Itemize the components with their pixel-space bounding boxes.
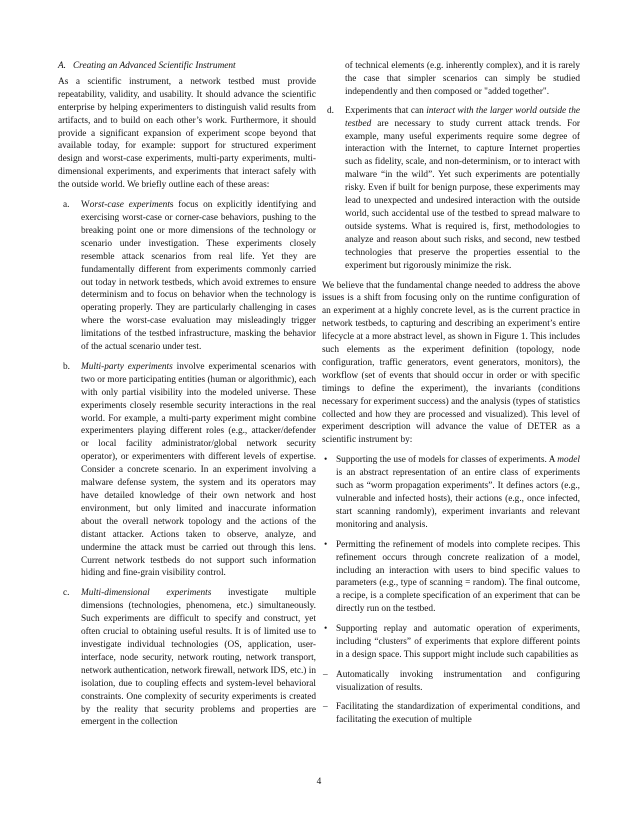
bullet-prefix: Supporting the use of models for classes of experiments. A (336, 455, 558, 466)
list-item-c-continuation (322, 60, 580, 99)
section-heading: A. Creating an Advanced Scientific Instrument (58, 61, 236, 71)
list-marker: d. (327, 105, 334, 116)
dash-item (322, 701, 580, 727)
bullet-item (322, 539, 580, 616)
item-prefix: Experiments that can (345, 105, 427, 116)
bullet-text: Permitting the refinement of models into complete recipes. This refinement occurs through concrete realization of a model, including an interaction with users to bind specific values to parameters (e.g., type of scanning = random). The final outcome, a recipe, is a complete specification of an experiment that can be directly run on the testbed. (336, 539, 580, 615)
bullet-marker: • (324, 455, 328, 466)
item-text: investigate multiple dimensions (technologies, phenomena, etc.) simultaneously. Such experiments are difficult to specify and construct, yet often crucial to obtaining useful results. It is of limited use to investigate individual technologies (OS, application, user-interface, node security, network routing, network transport, network authentication, network firewall, network IDS, etc.) in isolation, due to coupling effects and system-level behavioral constraints. One complexity of security experiments is created by the reality that security problems and properties are emergent in the collection (81, 588, 316, 728)
bullet-item (322, 623, 580, 662)
list-item-a (58, 199, 316, 354)
right-column (322, 60, 580, 733)
dash-marker: – (323, 669, 328, 680)
bullet-text: Supporting replay and automatic operation of experiments, including “clusters” of experiments that explore different points in a design space. This support might include such capabilities as (336, 624, 580, 660)
bullet-marker: • (324, 624, 328, 635)
item-text: s focus on explicitly identifying and exercising worst-case or corner-case behaviors, pushing to the breaking point one or more dimensions of the technology or scenario under investigation. These experiments closely resemble attack scenarios from real life. Yet they are fundamentally different from experiments commonly carried out today in network testbeds, which avoid extremes to ensure determinism and to focus on behavior when the technology is operating properly. They are particularly challenging in cases where the worst-case evaluation may misleadingly trigger limitations of the testbed infrastructure, masking the behavior of the actual scenario under test. (81, 200, 316, 353)
item-lead: interact with the larger world outside the testbed (345, 105, 580, 129)
body-paragraph: We believe that the fundamental change needed to address the above issues is a shift from focusing only on the runtime configuration of an experiment at a highly concrete level, as is the current practice in network testbeds, to capturing and describing an experiment’s entire lifecycle at a more abstract level, as shown in Figure 1. This includes such elements as the experiment definition (topology, node configuration, traffic generators, event generators, monitors), the workflow (set of events that should occur in order or with specific timings to define the experiment), the invariants (conditions necessary for experiment success) and the analysis (types of statistics collected and how they are processed and visualized). This level of experiment description will advance the value of DETER as a scientific instrument by: (322, 280, 580, 446)
page-number: 4 (316, 777, 322, 787)
bullet-text: is an abstract representation of an entire class of experiments such as “worm propagation experiments”. It defines actors (e.g., vulnerable and infected hosts), their actions (e.g., once infected, start scanning randomly), experiment invariants and relevant monitoring and analysis. (336, 468, 580, 530)
dash-marker: – (323, 701, 328, 712)
list-item-b (58, 361, 316, 580)
item-text: of technical elements (e.g. inherently complex), and it is rarely the case that simpler scenarios can simply be studied independently and then composed or "added together". (345, 61, 580, 97)
dash-text: Automatically invoking instrumentation and configuring visualization of results. (336, 669, 580, 693)
list-marker: c. (63, 588, 70, 599)
dash-item (322, 669, 580, 695)
item-text: involve experimental scenarios with two or more participating entities (human or algorithmic), each with only partial visibility into the modeled universe. These experiments closely resemble security interactions in the real world. For example, a multi-party experiment might combine experimenters playing different roles (e.g., attacker/defender or local facility administrator/global network security operator), or experimenters with different levels of expertise. Consider a concrete scenario. In an experiment involving a malware defense system, the system and its operators may have detailed knowledge of their own network and host environment, but only limited and inaccurate information about the overall network topology and the actions of the distant attacker. Actions taken to observe, analyze, and undermine the attack must be carried out through this lens. Current network testbeds do not support such information hiding and fine-grain visibility control. (81, 361, 316, 579)
item-lead: orst-case experiment (89, 200, 170, 211)
item-lead: Multi-party experiments (81, 361, 173, 372)
item-lead: Multi-dimensional experiments (81, 588, 212, 599)
list-item-c (58, 587, 316, 729)
bullet-item (322, 454, 580, 531)
item-prefix: W (81, 200, 90, 211)
bullet-marker: • (324, 539, 328, 550)
list-item-d (322, 105, 580, 273)
item-text: are necessary to study current attack trends. For example, many useful experiments require some degree of interaction with the Internet, to capture Internet properties such as fidelity, scale, and non-determinism, or to interact with malware “in the wild”. Yet such experiments are potentially risky. Even if built for benign purpose, these experiments may lead to unexpected and undesired interaction with the outside world, such accidental use of the testbed to spread malware to outside systems. What is required is, first, methodologies to analyze and reason about such risks, and second, new testbed technologies that preserve the properties essential to the experiment but rigorously minimize the risk. (345, 118, 580, 271)
intro-paragraph: As a scientific instrument, a network testbed must provide repeatability, validity, and usability. It should advance the scientific enterprise by helping experimenters to distinguish valid results from artifacts, and to build on each other’s work. Furthermore, it should provide a significant expansion of experiment scope beyond that available today, for example: support for structured experiment design and worst-case experiments, multi-party experiments, multi-dimensional experiments, and experiments that interact safely with the outside world. We briefly outline each of these areas: (58, 76, 316, 191)
list-marker: b. (63, 361, 70, 372)
bullet-lead: model (557, 455, 580, 466)
left-column (58, 60, 316, 736)
list-marker: a. (63, 200, 70, 211)
dash-text: Facilitating the standardization of experimental conditions, and facilitating the execution of multiple (336, 701, 580, 725)
